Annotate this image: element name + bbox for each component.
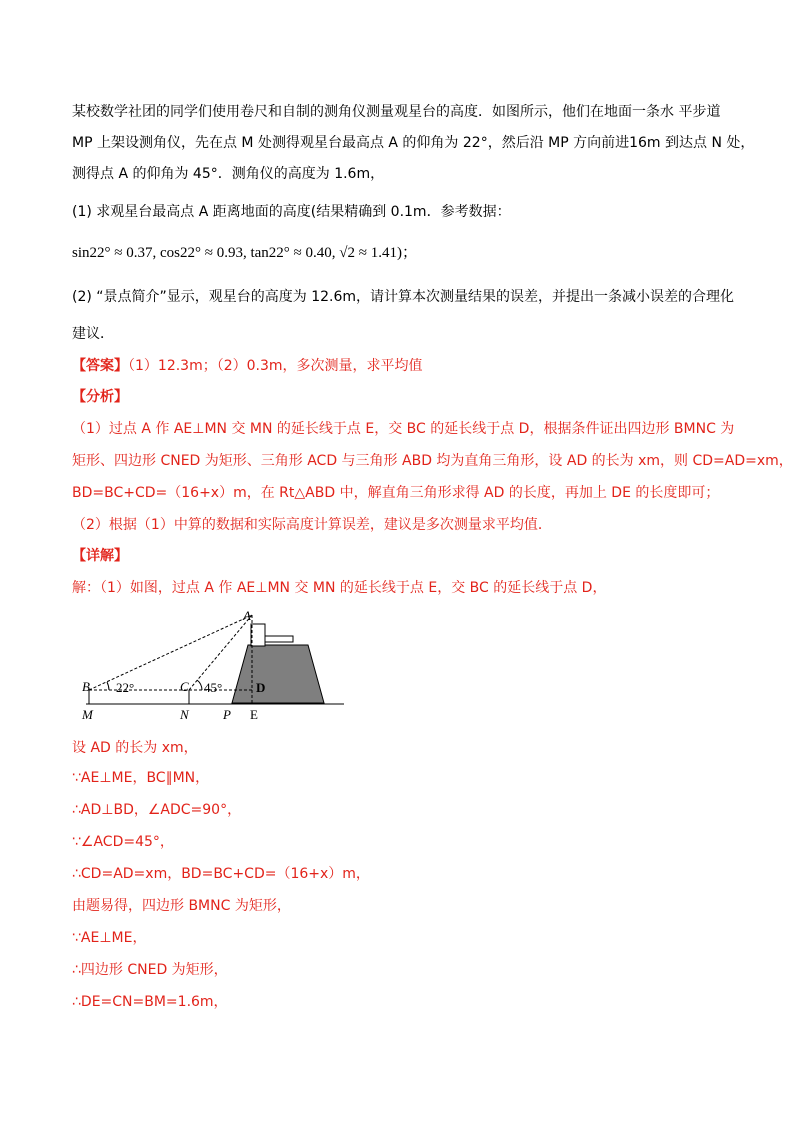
label-p: P [223,707,231,722]
analysis-line-3: BD=BC+CD=（16+x）m，在 Rt△ABD 中，解直角三角形求得 AD 的长度，再加上 DE 的长度即可； [72,485,720,501]
detail-label: 【详解】 [72,548,128,564]
label-e: E [250,707,258,722]
answer-line [72,356,423,376]
angle-arc-b [107,682,109,690]
label-b: B [82,679,90,694]
label-n: N [180,707,189,722]
tower-shape [232,645,324,703]
measurement-diagram [76,604,356,722]
label-c: C [180,679,189,694]
question-2-cont: 建议． [72,326,114,342]
label-d: D [256,680,266,695]
answer-text: （1）12.3m；（2）0.3m，多次测量，求平均值 [128,358,423,374]
analysis-line-4: （2）根据（1）中算的数据和实际高度计算误差，建议是多次测量求平均值． [72,517,552,533]
step-9: ∴DE=CN=BM=1.6m， [72,994,228,1010]
step-5: ∴CD=AD=xm，BD=BC+CD=（16+x）m， [72,866,370,882]
step-2: ∵AE⊥ME，BC∥MN， [72,770,210,786]
step-4: ∵∠ACD=45°， [72,834,174,850]
analysis-line-2: 矩形、四边形 CNED 为矩形、三角形 ACD 与三角形 ABD 均为直角三角形，设 AD 的长为 xm，则 CD=AD=xm， [72,453,793,469]
problem-line-3: 测得点 A 的仰角为 45°．测角仪的高度为 1.6m， [72,166,385,182]
analysis-line-1: （1）过点 A 作 AE⊥MN 交 MN 的延长线于点 E，交 BC 的延长线于点 D，根据条件证出四边形 BMNC 为 [72,421,735,437]
problem-line-2: MP 上架设测角仪，先在点 M 处测得观星台最高点 A 的仰角为 22°，然后沿 MP 方向前进16m 到达点 N 处， [72,135,755,151]
problem-line-1: 某校数学社团的同学们使用卷尺和自制的测角仪测量观星台的高度．如图所示，他们在地面一条水 平步道 [72,104,721,120]
step-7: ∵AE⊥ME， [72,930,147,946]
tower-top-box [251,624,265,646]
question-1: (1) 求观星台最高点 A 距离地面的高度(结果精确到 0.1m．参考数据： [72,204,511,220]
sight-line-ba [89,615,252,690]
step-1: 设 AD 的长为 xm， [72,740,198,756]
label-a: A [243,608,251,623]
label-m: M [82,707,93,722]
question-2: (2) “景点简介”显示，观星台的高度为 12.6m，请计算本次测量结果的误差，并提出一条减小误差的合理化 [72,289,735,305]
step-8: ∴四边形 CNED 为矩形， [72,962,228,978]
step-3: ∴AD⊥BD，∠ADC=90°， [72,802,242,818]
step-6: 由题易得，四边形 BMNC 为矩形， [72,898,291,914]
label-angle-b: 22° [116,680,135,695]
reference-data: sin22° ≈ 0.37, cos22° ≈ 0.93, tan22° ≈ 0.40, √2 ≈ 1.41)； [72,245,417,261]
answer-label: 【答案】 [72,358,128,374]
label-angle-c: 45° [204,680,223,695]
analysis-label: 【分析】 [72,389,128,405]
detail-line-1: 解：（1）如图，过点 A 作 AE⊥MN 交 MN 的延长线于点 E，交 BC 的延长线于点 D， [72,580,607,596]
angle-arc-c [197,680,202,690]
tower-top-ledge [265,636,293,642]
